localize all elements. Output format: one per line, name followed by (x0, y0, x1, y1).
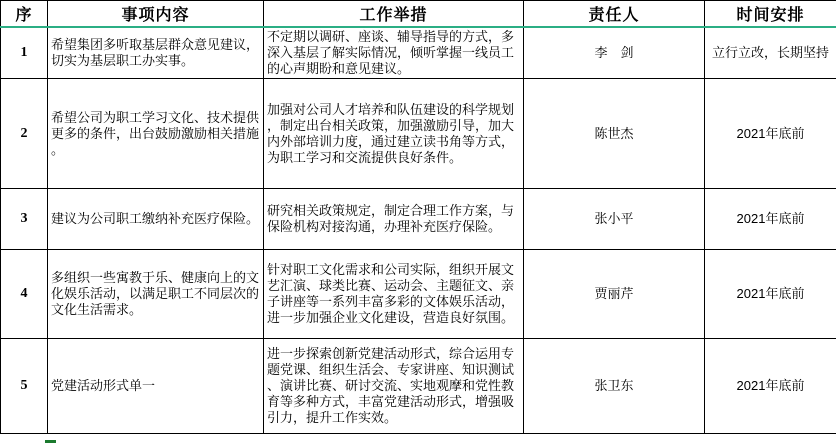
cell-responsible-person: 张卫东 (524, 339, 705, 434)
table-row (1, 189, 836, 250)
table-row (1, 250, 836, 339)
cell-row-number: 3 (1, 189, 48, 250)
table-row (1, 79, 836, 189)
cell-work-measures: 进一步探索创新党建活动形式，综合运用专题党课、组织生活会、专家讲座、知识测试、演讲比赛、研讨交流、实地观摩和党性教育等多种方式，丰富党建活动形式，增强吸引力，提升工作实效。 (264, 339, 524, 434)
cell-item-content: 希望公司为职工学习文化、技术提供更多的条件，出台鼓励激励相关措施。 (48, 79, 264, 189)
cell-item-content: 建议为公司职工缴纳补充医疗保险。 (48, 189, 264, 250)
cell-time-schedule: 2021年底前 (705, 339, 836, 434)
cell-item-content: 多组织一些寓教于乐、健康向上的文化娱乐活动，以满足职工不同层次的文化生活需求。 (48, 250, 264, 339)
cell-time-schedule: 2021年底前 (705, 79, 836, 189)
header-row (1, 1, 836, 28)
cell-item-content: 希望集团多听取基层群众意见建议，切实为基层职工办实事。 (48, 27, 264, 79)
cell-row-number: 5 (1, 339, 48, 434)
cell-time-schedule: 2021年底前 (705, 250, 836, 339)
header-cell-measures: 工作举措 (264, 1, 524, 28)
green-border-mark (45, 440, 56, 443)
cell-responsible-person: 陈世杰 (524, 79, 705, 189)
cell-work-measures: 不定期以调研、座谈、辅导指导的方式，多深入基层了解实际情况，倾听掌握一线员工的心声期盼和意见建议。 (264, 27, 524, 79)
header-cell-item: 事项内容 (48, 1, 264, 28)
cell-work-measures: 加强对公司人才培养和队伍建设的科学规划，制定出台相关政策，加强激励引导，加大内外部培训力度，通过建立读书角等方式，为职工学习和交流提供良好条件。 (264, 79, 524, 189)
cell-time-schedule: 2021年底前 (705, 189, 836, 250)
header-cell-person: 责任人 (524, 1, 705, 28)
cell-row-number: 1 (1, 27, 48, 79)
cell-row-number: 4 (1, 250, 48, 339)
cell-item-content: 党建活动形式单一 (48, 339, 264, 434)
cell-responsible-person: 贾丽芹 (524, 250, 705, 339)
cell-time-schedule: 立行立改，长期坚持 (705, 27, 836, 79)
header-cell-schedule: 时间安排 (705, 1, 836, 28)
table-row (1, 27, 836, 79)
cell-responsible-person: 张小平 (524, 189, 705, 250)
cell-work-measures: 针对职工文化需求和公司实际，组织开展文艺汇演、球类比赛、运动会、主题征文、亲子讲座等一系列丰富多彩的文体娱乐活动，进一步加强企业文化建设，营造良好氛围。 (264, 250, 524, 339)
cell-row-number: 2 (1, 79, 48, 189)
table-row (1, 339, 836, 434)
header-cell-no: 序 (1, 1, 48, 28)
cell-work-measures: 研究相关政策规定，制定合理工作方案，与保险机构对接沟通，办理补充医疗保险。 (264, 189, 524, 250)
cell-responsible-person: 李 剑 (524, 27, 705, 79)
